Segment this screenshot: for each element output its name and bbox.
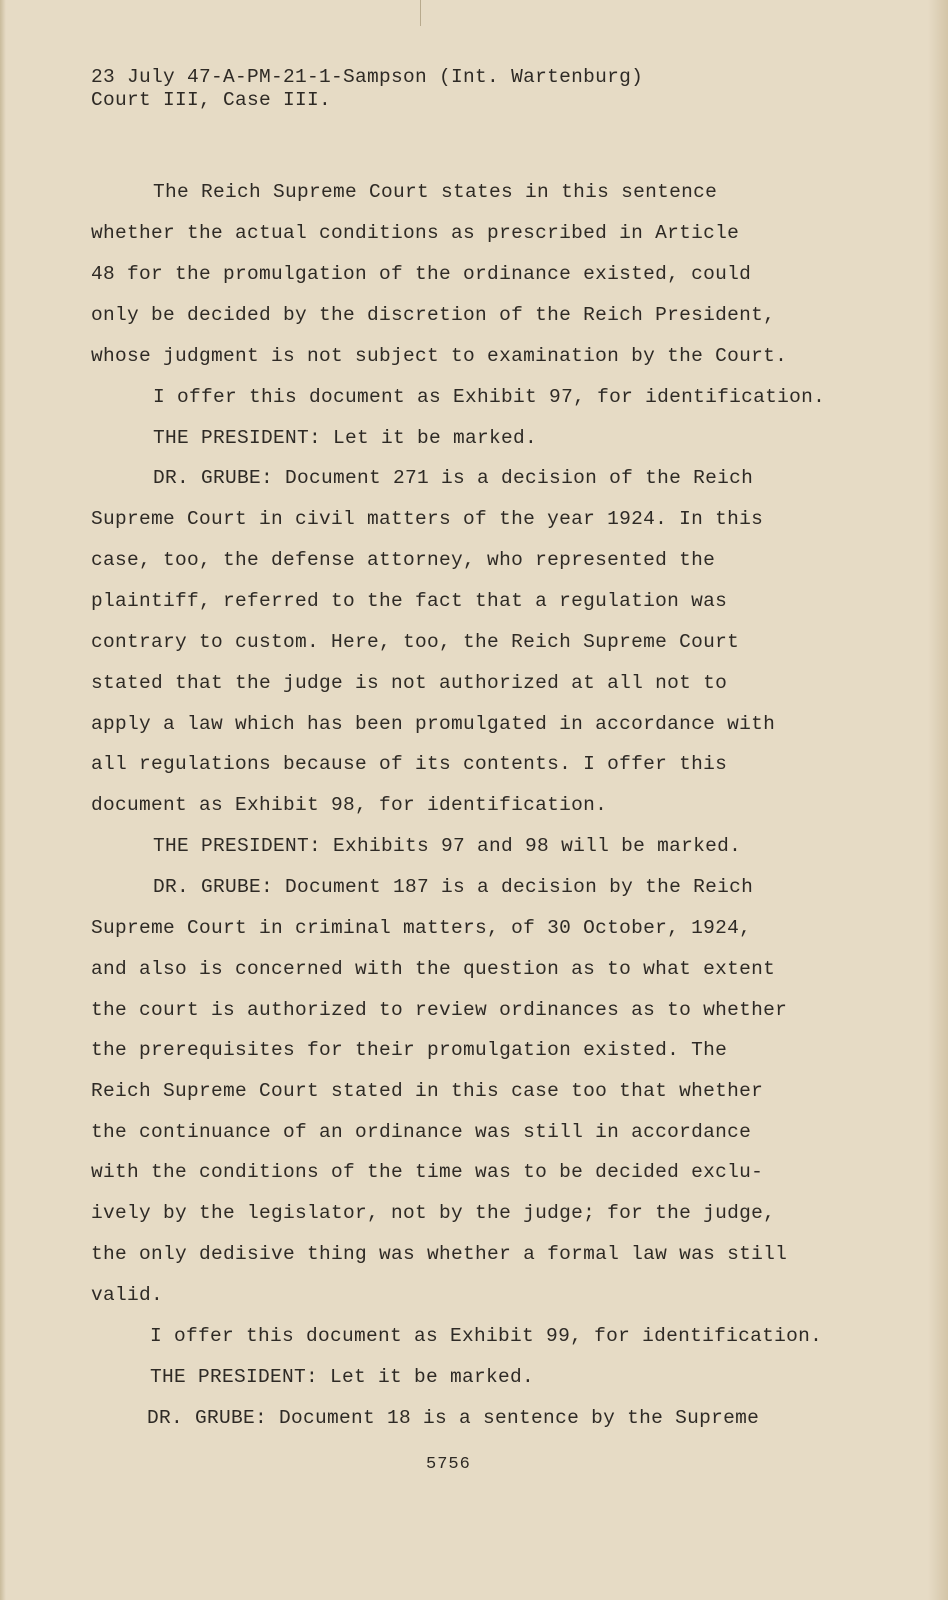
- text-line: ively by the legislator, not by the judge; for the judge,: [91, 1202, 776, 1224]
- text-line: I offer this document as Exhibit 99, for identification.: [150, 1325, 823, 1347]
- text-line: DR. GRUBE: Document 271 is a decision of the Reich: [153, 467, 754, 489]
- header-court-line: Court III, Case III.: [91, 89, 332, 111]
- text-line: valid.: [91, 1284, 164, 1306]
- text-line: The Reich Supreme Court states in this sentence: [153, 181, 718, 203]
- text-line: apply a law which has been promulgated in accordance with: [91, 713, 776, 735]
- page-number: 5756: [426, 1455, 471, 1474]
- text-line: Supreme Court in criminal matters, of 30 October, 1924,: [91, 917, 752, 939]
- text-line: THE PRESIDENT: Let it be marked.: [153, 427, 538, 449]
- page-left-edge: [0, 0, 6, 1600]
- text-line: the court is authorized to review ordinances as to whether: [91, 999, 788, 1021]
- text-line: all regulations because of its contents. I offer this: [91, 753, 728, 775]
- text-line: DR. GRUBE: Document 18 is a sentence by the Supreme: [147, 1407, 760, 1429]
- text-line: contrary to custom. Here, too, the Reich Supreme Court: [91, 631, 740, 653]
- text-line: 48 for the promulgation of the ordinance existed, could: [91, 263, 752, 285]
- text-line: DR. GRUBE: Document 187 is a decision by the Reich: [153, 876, 754, 898]
- text-line: the only dedisive thing was whether a formal law was still: [91, 1243, 788, 1265]
- text-line: THE PRESIDENT: Exhibits 97 and 98 will be marked.: [153, 835, 742, 857]
- text-line: whether the actual conditions as prescribed in Article: [91, 222, 740, 244]
- text-line: and also is concerned with the question as to what extent: [91, 958, 776, 980]
- text-line: I offer this document as Exhibit 97, for identification.: [153, 386, 826, 408]
- text-line: the continuance of an ordinance was still in accordance: [91, 1121, 752, 1143]
- text-line: THE PRESIDENT: Let it be marked.: [150, 1366, 535, 1388]
- text-line: only be decided by the discretion of the Reich President,: [91, 304, 776, 326]
- transcript-header: [91, 66, 643, 112]
- text-line: document as Exhibit 98, for identification.: [91, 794, 608, 816]
- header-session-line: 23 July 47-A-PM-21-1-Sampson (Int. Wartenburg): [91, 66, 644, 88]
- text-line: the prerequisites for their promulgation existed. The: [91, 1039, 728, 1061]
- text-line: Supreme Court in civil matters of the year 1924. In this: [91, 508, 764, 530]
- text-line: plaintiff, referred to the fact that a regulation was: [91, 590, 728, 612]
- page-right-edge: [928, 0, 948, 1600]
- text-line: with the conditions of the time was to be decided exclu-: [91, 1161, 764, 1183]
- text-line: stated that the judge is not authorized at all not to: [91, 672, 728, 694]
- text-line: case, too, the defense attorney, who represented the: [91, 549, 716, 571]
- text-line: whose judgment is not subject to examination by the Court.: [91, 345, 788, 367]
- text-line: Reich Supreme Court stated in this case too that whether: [91, 1080, 764, 1102]
- fold-mark: [420, 0, 421, 26]
